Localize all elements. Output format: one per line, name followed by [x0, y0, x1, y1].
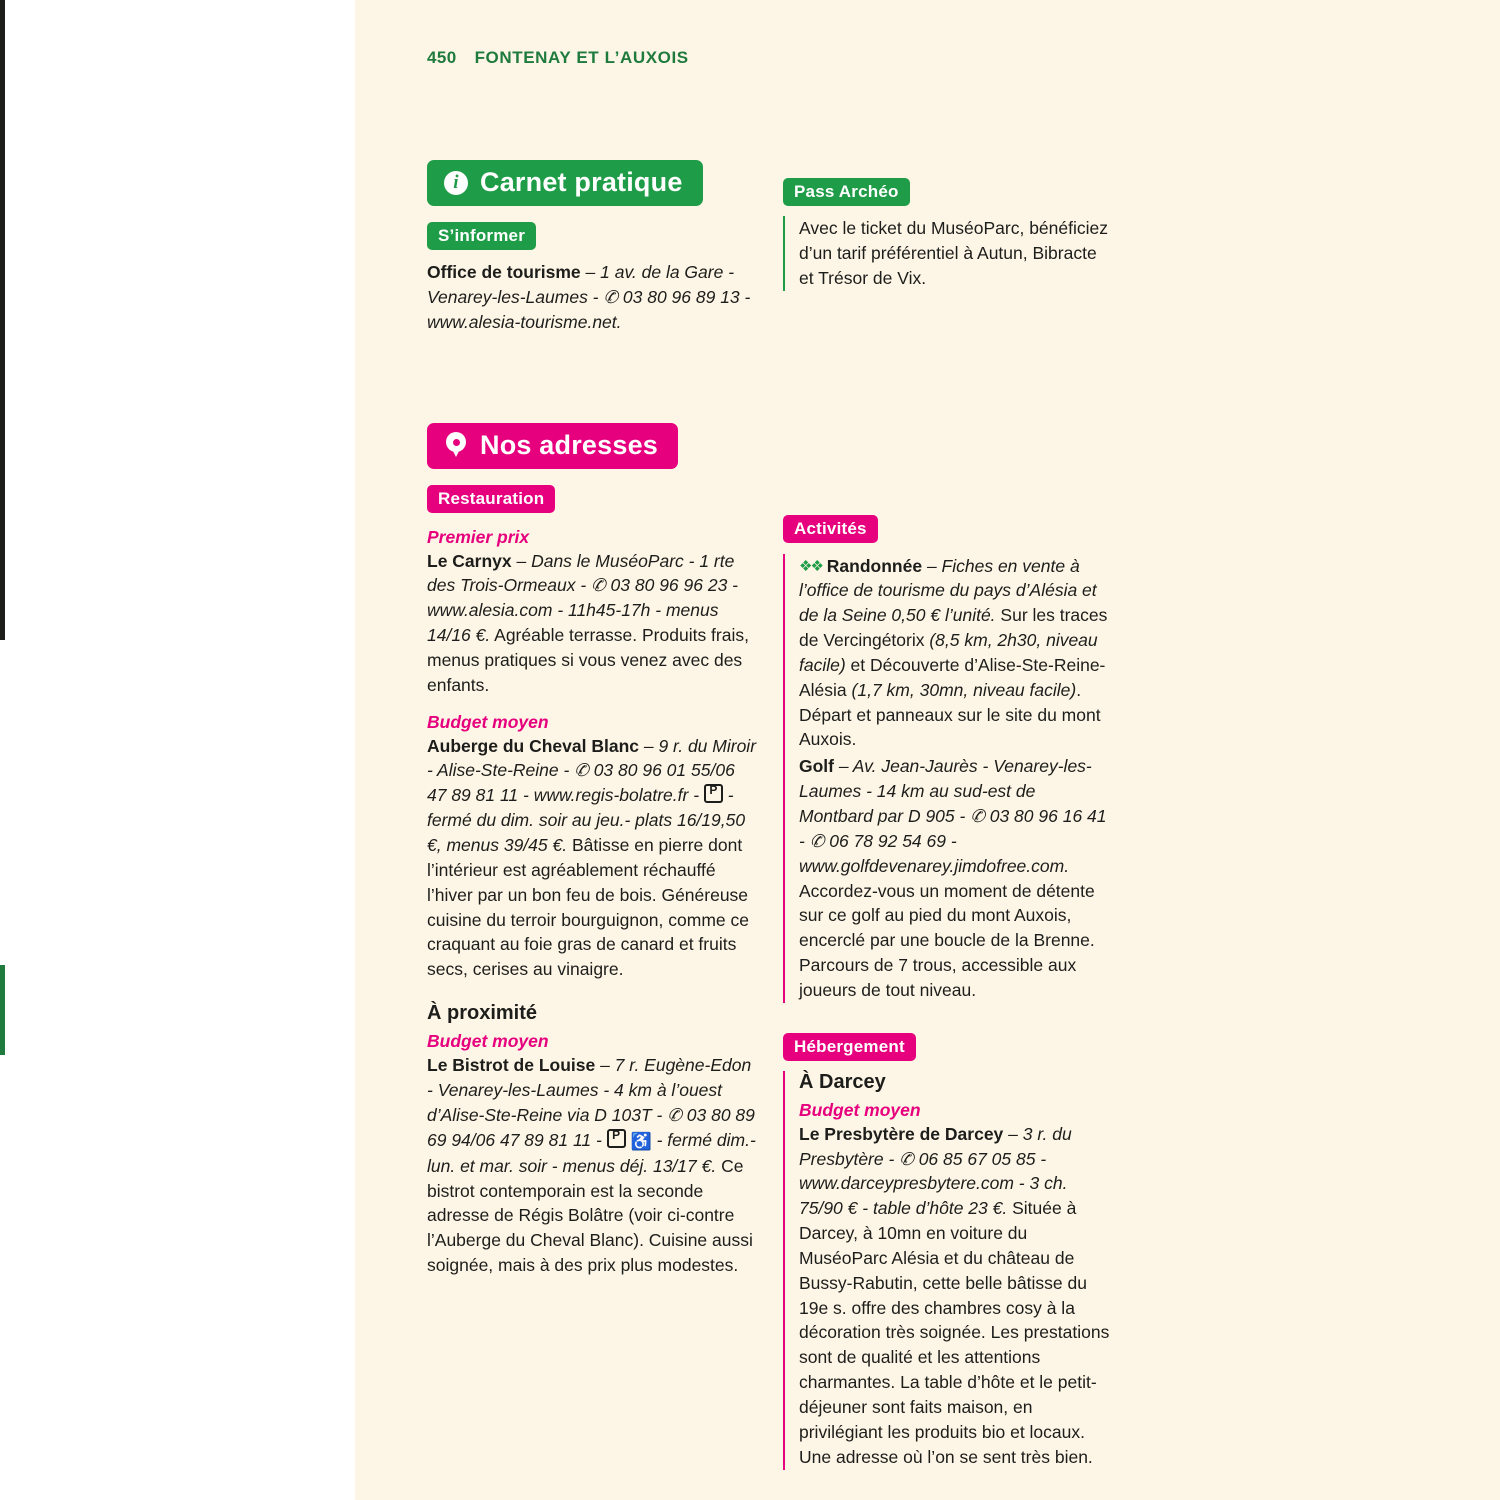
- nos-adresses-title: Nos adresses: [480, 429, 659, 460]
- bistrot-de-louise-details-a: – 7 r. Eugène-Edon - Venarey-les-Laumes - 4 km à l’ouest d’Alise-Ste-Reine via D 103T - ✆ 03 80 89 69 94/06 47 89 81 11 -: [427, 1055, 755, 1150]
- auberge-cheval-blanc-description: Bâtisse en pierre dont l’intérieur est agréablement réchauffé l’hiver par un bon feu de bois. Généreuse cuisine du terroir bourguignon, comme ce craquant au foie gras de canard et fruits secs, cerises au vinaigre.: [427, 834, 749, 980]
- wheelchair-accessible-icon: ♿: [630, 1131, 652, 1151]
- hiking-boots-icon: ❖❖: [799, 557, 822, 575]
- carnet-pratique-title: Carnet pratique: [480, 167, 683, 197]
- right-column-spacer: [783, 293, 1113, 515]
- randonnee-text-d: et Découverte d’Alise-Ste-Reine-Alésia: [799, 654, 1106, 700]
- bistrot-de-louise-details-b: - fermé dim.-lun. et mar. soir - menus déj. 13/17 €.: [427, 1129, 756, 1176]
- activites-block: [783, 515, 1113, 1003]
- golf-name: Golf: [799, 756, 834, 777]
- randonnee-text-f: . Départ et panneaux sur le site du mont Auxois.: [799, 679, 1101, 750]
- le-carnyx-name: Le Carnyx: [427, 550, 512, 571]
- randonnee-trail-1-info: (8,5 km, 2h30, niveau facile): [799, 630, 1098, 675]
- presbytere-darcey-name: Le Presbytère de Darcey: [799, 1123, 1004, 1144]
- nos-adresses-banner: [427, 423, 678, 469]
- entry-bistrot-de-louise: [427, 1053, 757, 1278]
- sinformer-tag: S’informer: [427, 222, 536, 250]
- golf-description: Accordez-vous un moment de détente sur ce golf au pied du mont Auxois, encerclé par une boucle de la Brenne. Parcours de 7 trous, accessible aux joueurs de tout niveau.: [799, 880, 1095, 1000]
- page-header: [427, 48, 689, 68]
- right-column: [783, 160, 1113, 1472]
- entry-le-carnyx: [427, 549, 757, 698]
- page-columns: [427, 160, 1437, 1472]
- sinformer-body: [427, 260, 757, 335]
- map-pin-icon: [443, 432, 469, 458]
- left-column-spacer: [427, 337, 757, 423]
- guidebook-page: [355, 0, 1500, 1500]
- entry-presbytere-darcey: [799, 1122, 1113, 1470]
- info-icon: i: [443, 170, 469, 196]
- entry-randonnee: [799, 554, 1113, 753]
- golf-details: – Av. Jean-Jaurès - Venarey-les-Laumes - 14 km au sud-est de Montbard par D 905 - ✆ 03 80 96 16 41 - ✆ 06 78 92 54 69 - www.golfdevenarey.jimdofree.com.: [799, 756, 1107, 876]
- carnet-pratique-banner: [427, 160, 703, 206]
- le-carnyx-details: – Dans le MuséoParc - 1 rte des Trois-Ormeaux - ✆ 03 80 96 96 23 - www.alesia.com - 11h45-17h - menus 14/16 €.: [427, 550, 739, 646]
- auberge-cheval-blanc-details-a: – 9 r. du Miroir - Alise-Ste-Reine - ✆ 03 80 96 01 55/06 47 89 81 11 - www.regis-bolatre.fr -: [427, 735, 757, 806]
- category-premier-prix: Premier prix: [427, 526, 530, 547]
- page-edge-mark-bottom: [0, 965, 5, 1055]
- subcategory-a-darcey: À Darcey: [799, 1070, 886, 1093]
- auberge-cheval-blanc-details-b: - fermé du dim. soir au jeu.- plats 16/19,50 €, menus 39/45 €.: [427, 785, 746, 855]
- page-number: 450: [427, 48, 457, 67]
- entry-golf: [799, 754, 1113, 1002]
- office-tourisme-name: Office de tourisme: [427, 262, 581, 282]
- office-tourisme-details: – 1 av. de la Gare - Venarey-les-Laumes - ✆ 03 80 96 89 13 - www.alesia-tourisme.net.: [427, 262, 751, 332]
- activites-content: [783, 554, 1113, 1003]
- category-budget-moyen-3: Budget moyen: [799, 1099, 921, 1120]
- presbytere-darcey-description: Située à Darcey, à 10mn en voiture du MuséoParc Alésia et du château de Bussy-Rabutin, cette belle bâtisse du 19e s. offre des chambres cosy à la décoration très soignée. Les prestations sont de qualité et les attentions charmantes. La table d’hôte et le petit-déjeuner sont faits maison, en privilégiant les produits bio et locaux. Une adresse où l’on se sent très bien.: [799, 1198, 1110, 1467]
- restauration-tag: Restauration: [427, 485, 555, 513]
- hebergement-block: [783, 1033, 1113, 1470]
- pass-archeo-tag: Pass Archéo: [783, 178, 910, 206]
- left-column: [427, 160, 757, 1472]
- running-head: FONTENAY ET L’AUXOIS: [474, 48, 689, 67]
- pass-archeo-note: [783, 216, 1113, 291]
- auberge-cheval-blanc-name: Auberge du Cheval Blanc: [427, 735, 639, 756]
- category-budget-moyen-1: Budget moyen: [427, 711, 549, 732]
- bistrot-de-louise-description: Ce bistrot contemporain est la seconde adresse de Régis Bolâtre (voir ci-contre l’Auberge du Cheval Blanc). Cuisine aussi soignée, mais à des prix plus modestes.: [427, 1155, 753, 1276]
- right-column-spacer-2: [783, 1005, 1113, 1033]
- entry-auberge-cheval-blanc: [427, 734, 757, 982]
- le-carnyx-description: Agréable terrasse. Produits frais, menus pratiques si vous venez avec des enfants.: [427, 625, 749, 695]
- page-edge-mark-top: [0, 0, 5, 640]
- pass-archeo-text: Avec le ticket du MuséoParc, bénéficiez d’un tarif préférentiel à Autun, Bibracte et Trésor de Vix.: [799, 218, 1109, 288]
- randonnee-details: – Fiches en vente à l’office de tourisme du pays d’Alésia et de la Seine 0,50 € l’unité.: [799, 555, 1097, 626]
- randonnee-trail-2-info: (1,7 km, 30mn, niveau facile): [851, 679, 1077, 700]
- activites-tag: Activités: [783, 515, 878, 543]
- hebergement-tag: Hébergement: [783, 1033, 916, 1061]
- parking-icon: [704, 784, 723, 803]
- subcategory-a-proximite: À proximité: [427, 1002, 538, 1025]
- randonnee-text-b: Sur les traces de Vercingétorix: [799, 605, 1108, 651]
- category-budget-moyen-2: Budget moyen: [427, 1031, 549, 1052]
- restauration-block: [427, 485, 757, 1278]
- sinformer-block: [427, 222, 757, 335]
- randonnee-name: Randonnée: [826, 555, 923, 576]
- bistrot-de-louise-name: Le Bistrot de Louise: [427, 1055, 596, 1076]
- pass-archeo-block: [783, 178, 1113, 291]
- parking-icon: [607, 1129, 626, 1148]
- hebergement-content: [783, 1071, 1113, 1470]
- presbytere-darcey-details: – 3 r. du Presbytère - ✆ 06 85 67 05 85 - www.darceypresbytere.com - 3 ch. 75/90 € - table d’hôte 23 €.: [799, 1123, 1072, 1219]
